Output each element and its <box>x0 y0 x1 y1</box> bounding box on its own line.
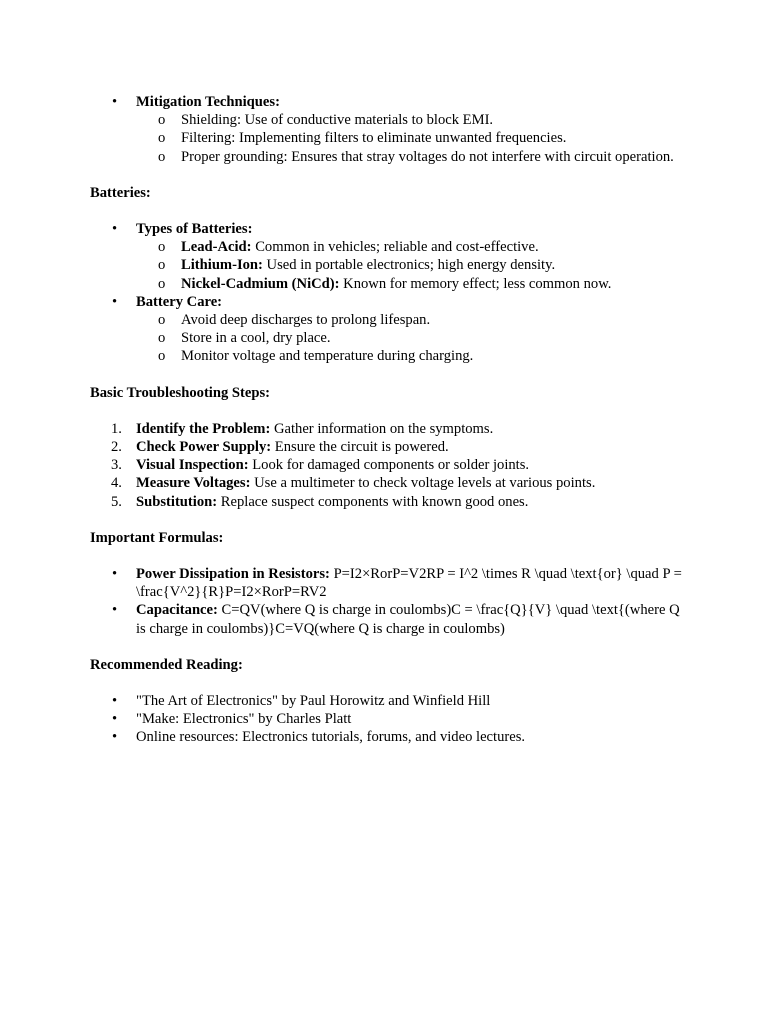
sub-bullet-marker: o <box>158 348 166 365</box>
battery-care-item <box>90 293 690 366</box>
sub-bullet-marker: o <box>158 112 166 129</box>
step-text: Ensure the circuit is powered. <box>271 439 449 456</box>
reading-list <box>90 692 690 747</box>
list-item-text: Monitor voltage and temperature during charging. <box>181 348 474 365</box>
bullet-marker: • <box>112 711 118 728</box>
reading-item <box>90 692 690 710</box>
list-item <box>136 329 690 347</box>
troubleshooting-steps <box>90 420 690 511</box>
bullet-marker: • <box>112 693 118 710</box>
list-item-term: Lithium-Ion: <box>181 257 263 274</box>
mitigation-list <box>90 93 690 166</box>
list-item-text: Filtering: Implementing filters to eliminate unwanted frequencies. <box>181 130 567 147</box>
step-number: 3. <box>111 457 122 474</box>
step-term: Identify the Problem: <box>136 420 271 437</box>
bullet-marker: • <box>112 566 118 583</box>
list-item-text: Common in vehicles; reliable and cost-effective. <box>251 239 539 256</box>
list-item-text: Used in portable electronics; high energy density. <box>262 257 556 274</box>
sub-bullet-marker: o <box>158 330 166 347</box>
sub-bullet-marker: o <box>158 130 166 147</box>
list-item <box>136 347 690 365</box>
list-item-text: Store in a cool, dry place. <box>181 330 331 347</box>
document-page <box>90 93 690 747</box>
bullet-marker: • <box>112 602 118 619</box>
list-item-text: Proper grounding: Ensures that stray voltages do not interfere with circuit operation. <box>181 148 674 165</box>
step-number: 5. <box>111 493 122 510</box>
reading-text: Online resources: Electronics tutorials, forums, and video lectures. <box>136 729 526 746</box>
sub-bullet-marker: o <box>158 239 166 256</box>
step-number: 2. <box>111 439 122 456</box>
formulas-heading: Important Formulas: <box>90 529 224 546</box>
reading-item <box>90 728 690 746</box>
battery-types-item <box>90 220 690 293</box>
step-term: Visual Inspection: <box>136 457 249 474</box>
list-item <box>136 148 690 166</box>
step-item <box>90 420 690 438</box>
formula-text: C=QV(where Q is charge in coulombs)C = \frac{Q}{V} \quad \text{(where Q is charge in coulombs)}C=VQ(where Q is charge in coulombs) <box>136 602 680 637</box>
list-item-term: Lead-Acid: <box>181 239 252 256</box>
list-item-text: Shielding: Use of conductive materials to block EMI. <box>181 112 494 129</box>
bullet-marker: • <box>112 94 118 110</box>
battery-care-label: Battery Care: <box>136 293 223 310</box>
step-item <box>90 474 690 492</box>
list-item <box>136 111 690 129</box>
reading-text: "The Art of Electronics" by Paul Horowitz and Winfield Hill <box>136 693 491 710</box>
battery-types-label: Types of Batteries: <box>136 221 253 238</box>
step-number: 1. <box>111 420 122 437</box>
reading-heading: Recommended Reading: <box>90 656 243 673</box>
step-number: 4. <box>111 475 122 492</box>
formula-term: Capacitance: <box>136 602 218 619</box>
formulas-list <box>90 565 690 638</box>
sub-bullet-marker: o <box>158 312 166 329</box>
reading-item <box>90 710 690 728</box>
step-item <box>90 493 690 511</box>
mitigation-sublist <box>136 111 690 166</box>
step-text: Use a multimeter to check voltage levels at various points. <box>250 475 596 492</box>
sub-bullet-marker: o <box>158 257 166 274</box>
bullet-marker: • <box>112 221 118 238</box>
list-item-text: Avoid deep discharges to prolong lifespan. <box>181 312 431 329</box>
formula-item <box>90 565 690 601</box>
reading-text: "Make: Electronics" by Charles Platt <box>136 711 352 728</box>
list-item-text: Known for memory effect; less common now. <box>339 275 612 292</box>
step-text: Gather information on the symptoms. <box>270 420 494 437</box>
step-term: Check Power Supply: <box>136 439 272 456</box>
step-text: Replace suspect components with known good ones. <box>217 493 529 510</box>
step-text: Look for damaged components or solder joints. <box>248 457 530 474</box>
bullet-marker: • <box>112 293 118 310</box>
formula-item <box>90 601 690 637</box>
list-item <box>136 311 690 329</box>
battery-types-sublist <box>136 238 690 293</box>
batteries-heading: Batteries: <box>90 184 151 201</box>
battery-care-sublist <box>136 311 690 366</box>
step-item <box>90 438 690 456</box>
formula-term: Power Dissipation in Resistors: <box>136 566 330 583</box>
formula-text: P=I2×RorP=V2RP = I^2 \times R \quad \text{or} \quad P = \frac{V^2}{R}P=I2×RorP=RV2 <box>136 566 682 601</box>
list-item <box>136 275 690 293</box>
batteries-list <box>90 220 690 366</box>
bullet-marker: • <box>112 729 118 746</box>
list-item-term: Nickel-Cadmium (NiCd): <box>181 275 340 292</box>
mitigation-item <box>90 93 690 166</box>
list-item <box>136 129 690 147</box>
list-item <box>136 256 690 274</box>
mitigation-label: Mitigation Techniques: <box>136 94 280 110</box>
sub-bullet-marker: o <box>158 275 166 292</box>
step-item <box>90 456 690 474</box>
step-term: Substitution: <box>136 493 218 510</box>
troubleshooting-heading: Basic Troubleshooting Steps: <box>90 384 271 401</box>
list-item <box>136 238 690 256</box>
step-term: Measure Voltages: <box>136 475 251 492</box>
sub-bullet-marker: o <box>158 148 166 165</box>
